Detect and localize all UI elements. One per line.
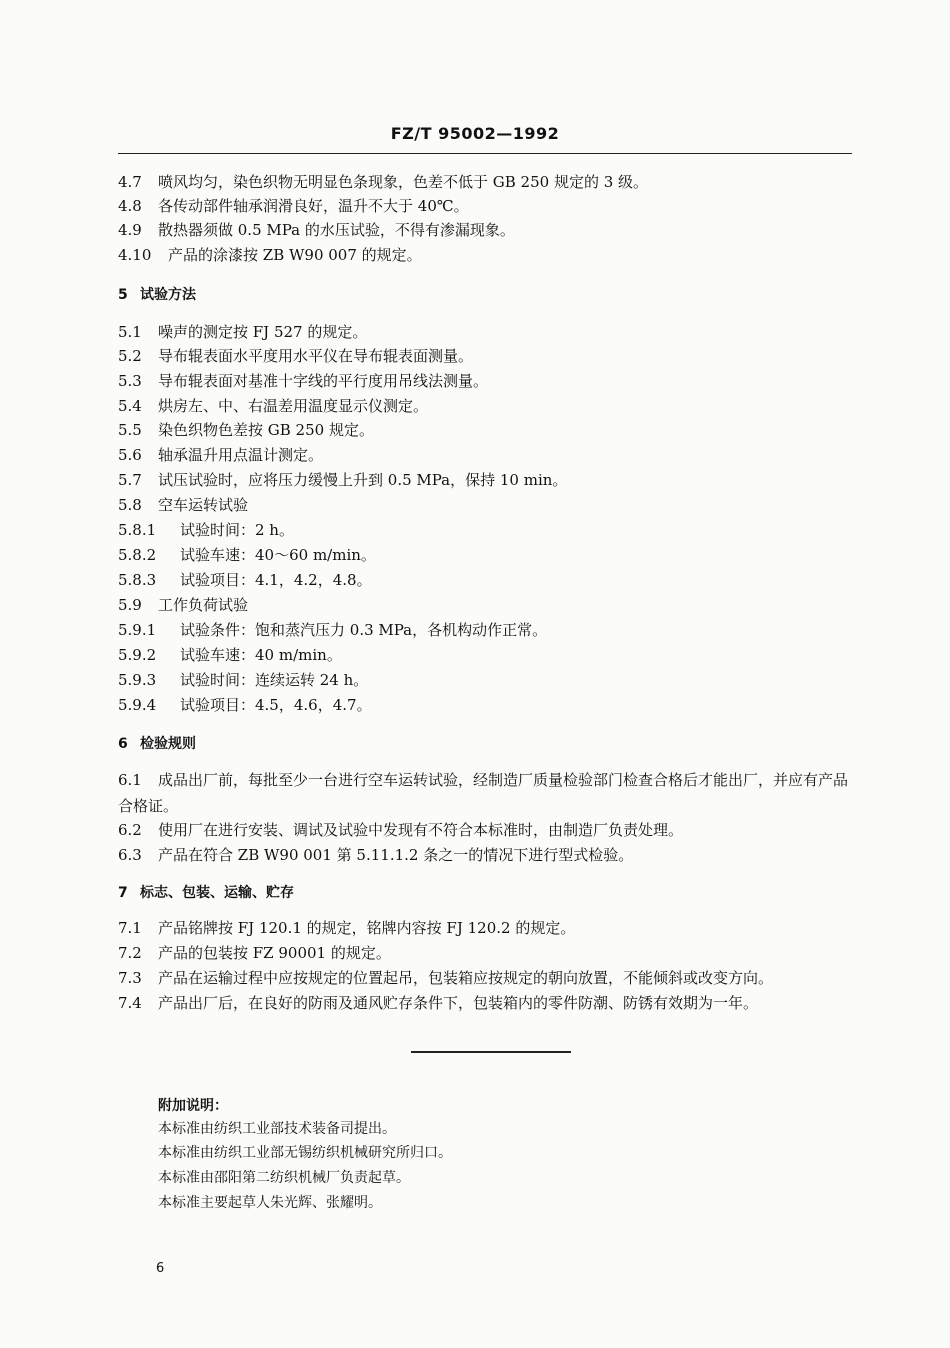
clause-number: 5.9.3	[118, 671, 157, 689]
clause-text: 散热器须做 0.5 MPa 的水压试验，不得有渗漏现象。	[158, 221, 515, 239]
clause-4-10	[118, 245, 858, 265]
clause-text: 各传动部件轴承润滑良好，温升不大于 40℃。	[158, 197, 469, 215]
clause-text: 产品铭牌按 FJ 120.1 的规定，铭牌内容按 FJ 120.2 的规定。	[158, 919, 576, 937]
appendix-note-line: 本标准主要起草人朱光辉、张耀明。	[158, 1195, 382, 1211]
clause-number: 6.2	[118, 821, 142, 839]
clause-number: 4.8	[118, 197, 142, 215]
clause-text: 使用厂在进行安装、调试及试验中发现有不符合本标准时，由制造厂负责处理。	[158, 821, 684, 839]
clause-5-2	[118, 346, 858, 366]
clause-number: 7.2	[118, 944, 142, 962]
clause-text: 空车运转试验	[158, 496, 249, 514]
section-number: 7	[118, 885, 128, 901]
clause-number: 5.8.2	[118, 546, 157, 564]
clause-number: 5.1	[118, 323, 142, 341]
clause-5-9-1	[118, 620, 858, 640]
clause-5-8-3	[118, 570, 858, 590]
clause-6-2	[118, 820, 858, 840]
clause-text: 噪声的测定按 FJ 527 的规定。	[158, 323, 368, 341]
clause-5-1	[118, 322, 858, 342]
clause-5-6	[118, 445, 858, 465]
clause-text: 试验车速：40～60 m/min。	[180, 546, 376, 564]
clause-7-3	[118, 968, 858, 988]
clause-number: 5.8.3	[118, 571, 157, 589]
clause-text: 试验项目：4.1，4.2，4.8。	[180, 571, 372, 589]
clause-number: 5.9.1	[118, 621, 157, 639]
clause-number: 4.9	[118, 221, 142, 239]
clause-5-8-2	[118, 545, 858, 565]
clause-5-9-3	[118, 670, 858, 690]
clause-5-8	[118, 495, 858, 515]
clause-4-8	[118, 196, 858, 216]
clause-number: 7.3	[118, 969, 142, 987]
standard-header: FZ/T 95002—1992	[390, 124, 560, 143]
section-title: 试验方法	[140, 287, 196, 303]
clause-text: 工作负荷试验	[158, 596, 249, 614]
appendix-note-title: 附加说明：	[158, 1098, 228, 1114]
clause-number: 7.4	[118, 994, 142, 1012]
clause-text: 试压试验时，应将压力缓慢上升到 0.5 MPa，保持 10 min。	[158, 471, 568, 489]
clause-6-3	[118, 845, 858, 865]
clause-number: 5.9.4	[118, 696, 157, 714]
appendix-note-line: 本标准由纺织工业部技术装备司提出。	[158, 1121, 396, 1137]
section-number: 6	[118, 736, 128, 752]
clause-number: 5.9	[118, 596, 142, 614]
clause-4-7	[118, 172, 858, 192]
section-7-heading	[118, 883, 858, 903]
clause-number: 5.8.1	[118, 521, 157, 539]
appendix-note-line: 本标准由纺织工业部无锡纺织机械研究所归口。	[158, 1145, 452, 1161]
clause-5-4	[118, 396, 858, 416]
end-of-text-rule	[411, 1051, 571, 1053]
clause-text: 试验车速：40 m/min。	[180, 646, 342, 664]
clause-5-8-1	[118, 520, 858, 540]
clause-text: 导布辊表面对基准十字线的平行度用吊线法测量。	[158, 372, 489, 390]
clause-text: 喷风均匀，染色织物无明显色条现象，色差不低于 GB 250 规定的 3 级。	[158, 173, 649, 191]
clause-text: 产品在符合 ZB W90 001 第 5.11.1.2 条之一的情况下进行型式检验。	[158, 846, 634, 864]
clause-5-9-4	[118, 695, 858, 715]
section-title: 检验规则	[140, 736, 196, 752]
clause-5-3	[118, 371, 858, 391]
clause-7-4	[118, 993, 858, 1013]
clause-text: 染色织物色差按 GB 250 规定。	[158, 421, 374, 439]
clause-text: 试验时间：连续运转 24 h。	[180, 671, 369, 689]
clause-text: 试验时间：2 h。	[180, 521, 294, 539]
clause-text: 烘房左、中、右温差用温度显示仪测定。	[158, 397, 429, 415]
clause-number: 5.6	[118, 446, 142, 464]
page-number: 6	[156, 1261, 165, 1276]
clause-4-9	[118, 220, 858, 240]
clause-number: 5.4	[118, 397, 142, 415]
appendix-note-line: 本标准由邵阳第二纺织机械厂负责起草。	[158, 1170, 410, 1186]
clause-number: 5.5	[118, 421, 142, 439]
clause-text: 产品的涂漆按 ZB W90 007 的规定。	[168, 246, 422, 264]
clause-text: 导布辊表面水平度用水平仪在导布辊表面测量。	[158, 347, 474, 365]
clause-text: 产品在运输过程中应按规定的位置起吊，包装箱应按规定的朝向放置，不能倾斜或改变方向。	[158, 969, 774, 987]
section-number: 5	[118, 287, 128, 303]
clause-text: 试验条件：饱和蒸汽压力 0.3 MPa，各机构动作正常。	[180, 621, 548, 639]
clause-text: 轴承温升用点温计测定。	[158, 446, 324, 464]
clause-7-1	[118, 918, 858, 938]
clause-5-7	[118, 470, 858, 490]
clause-5-9-2	[118, 645, 858, 665]
clause-text: 试验项目：4.5，4.6，4.7。	[180, 696, 372, 714]
clause-number: 4.7	[118, 173, 142, 191]
clause-number: 5.3	[118, 372, 142, 390]
clause-text: 产品的包装按 FZ 90001 的规定。	[158, 944, 391, 962]
clause-number: 6.3	[118, 846, 142, 864]
clause-6-1	[118, 767, 854, 819]
clause-number: 5.9.2	[118, 646, 157, 664]
clause-number: 5.2	[118, 347, 142, 365]
clause-number: 7.1	[118, 919, 142, 937]
clause-5-5	[118, 420, 858, 440]
clause-number: 4.10	[118, 246, 152, 264]
section-6-heading	[118, 734, 858, 754]
clause-5-9	[118, 595, 858, 615]
clause-text: 产品出厂后，在良好的防雨及通风贮存条件下，包装箱内的零件防潮、防锈有效期为一年。	[158, 994, 759, 1012]
clause-text: 成品出厂前，每批至少一台进行空车运转试验，经制造厂质量检验部门检查合格后才能出厂，并应有产品合格证。	[118, 771, 849, 815]
clause-7-2	[118, 943, 858, 963]
section-5-heading	[118, 285, 858, 305]
clause-number: 6.1	[118, 771, 142, 789]
clause-number: 5.8	[118, 496, 142, 514]
header-rule	[118, 153, 852, 154]
clause-number: 5.7	[118, 471, 142, 489]
section-title: 标志、包装、运输、贮存	[140, 885, 294, 901]
